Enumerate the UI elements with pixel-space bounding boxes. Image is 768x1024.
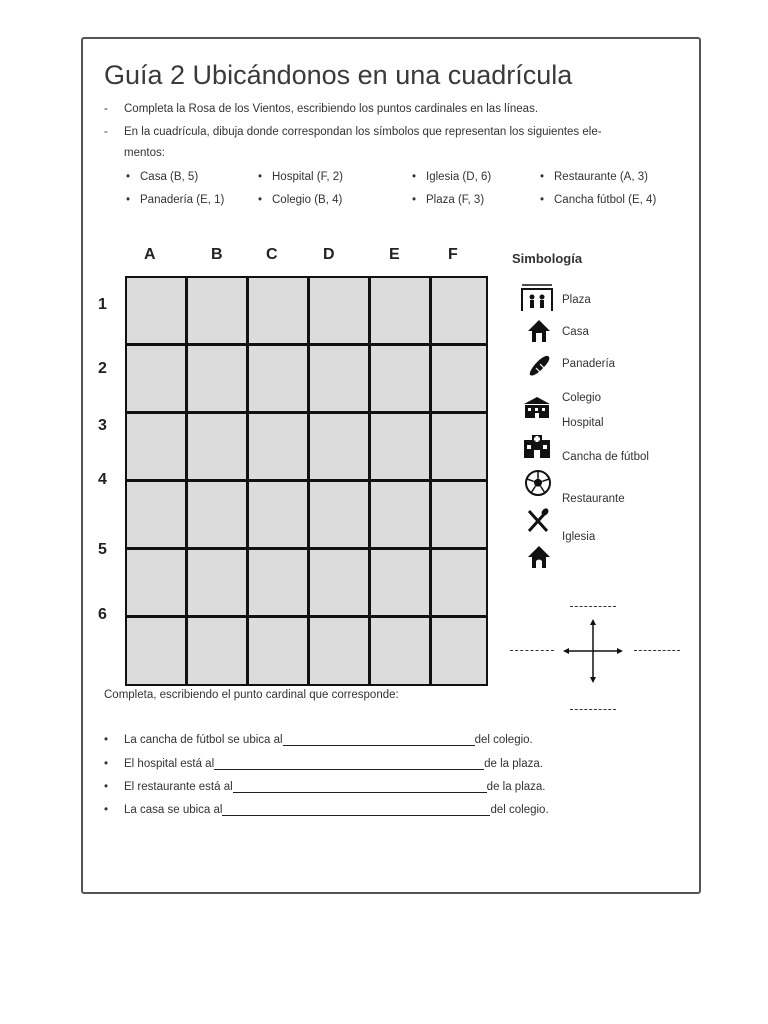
symbol-label-cancha: Cancha de fútbol <box>562 451 649 463</box>
instruction-1: - Completa la Rosa de los Vientos, escribiendo los puntos cardinales en las líneas. <box>104 103 539 115</box>
list-item: • Iglesia (D, 6) <box>412 171 492 183</box>
column-header-a: A <box>144 246 156 263</box>
symbol-label-panaderia: Panadería <box>562 358 616 370</box>
compass-east-line <box>634 650 680 651</box>
list-item: • Casa (B, 5) <box>126 171 199 183</box>
house-icon <box>526 318 552 344</box>
symbol-label-plaza: Plaza <box>562 294 591 306</box>
column-header-b: B <box>211 246 223 263</box>
answer-line[interactable] <box>233 780 487 793</box>
bottom-instruction: Completa, escribiendo el punto cardinal que corresponde: <box>104 689 399 701</box>
answer-line[interactable] <box>222 803 490 816</box>
column-header-d: D <box>323 246 335 263</box>
list-item: • Hospital (F, 2) <box>258 171 343 183</box>
cutlery-icon <box>525 507 551 533</box>
question-item: • El restaurante está al de la plaza. <box>104 781 546 793</box>
question-item: • La cancha de fútbol se ubica al del colegio. <box>104 734 533 746</box>
row-header-1: 1 <box>98 296 107 313</box>
list-item: • Colegio (B, 4) <box>258 194 343 206</box>
grid-line <box>127 479 486 482</box>
grid-line <box>127 343 486 346</box>
list-item: • Panadería (E, 1) <box>126 194 225 206</box>
grid-line <box>127 615 486 618</box>
answer-line[interactable] <box>283 733 475 746</box>
row-header-6: 6 <box>98 606 107 623</box>
instruction-2: - En la cuadrícula, dibuja donde correspondan los símbolos que representan los siguientes ele- <box>104 126 602 138</box>
row-header-4: 4 <box>98 471 107 488</box>
symbol-label-hospital: Hospital <box>562 417 604 429</box>
symbol-label-iglesia: Iglesia <box>562 531 596 543</box>
question-item: • La casa se ubica al del colegio. <box>104 804 549 816</box>
coordinate-grid[interactable] <box>125 276 488 686</box>
answer-line[interactable] <box>214 757 484 770</box>
compass-north-line <box>570 606 616 607</box>
compass-south-line <box>570 709 616 710</box>
symbol-label-restaurante: Restaurante <box>562 493 625 505</box>
grid-line <box>127 411 486 414</box>
symbology-title: Simbología <box>512 251 583 266</box>
soccer-ball-icon <box>524 469 552 497</box>
row-header-5: 5 <box>98 541 107 558</box>
compass-west-line <box>510 650 554 651</box>
church-icon <box>526 544 552 570</box>
page-title: Guía 2 Ubicándonos en una cuadrícula <box>104 60 573 90</box>
column-header-f: F <box>448 246 458 263</box>
compass-cross-icon <box>562 618 624 684</box>
row-header-2: 2 <box>98 360 107 377</box>
column-header-c: C <box>266 246 278 263</box>
plaza-icon <box>520 283 554 313</box>
grid-line <box>127 547 486 550</box>
instruction-2-continuation: mentos: <box>124 147 165 159</box>
hospital-icon <box>522 434 552 460</box>
school-icon <box>522 396 552 420</box>
question-item: • El hospital está al de la plaza. <box>104 758 543 770</box>
symbol-label-colegio: Colegio <box>562 392 601 404</box>
column-header-e: E <box>389 246 400 263</box>
list-item: • Plaza (F, 3) <box>412 194 485 206</box>
symbol-label-casa: Casa <box>562 326 589 338</box>
row-header-3: 3 <box>98 417 107 434</box>
bread-icon <box>526 353 552 379</box>
list-item: • Restaurante (A, 3) <box>540 171 648 183</box>
list-item: • Cancha fútbol (E, 4) <box>540 194 657 206</box>
